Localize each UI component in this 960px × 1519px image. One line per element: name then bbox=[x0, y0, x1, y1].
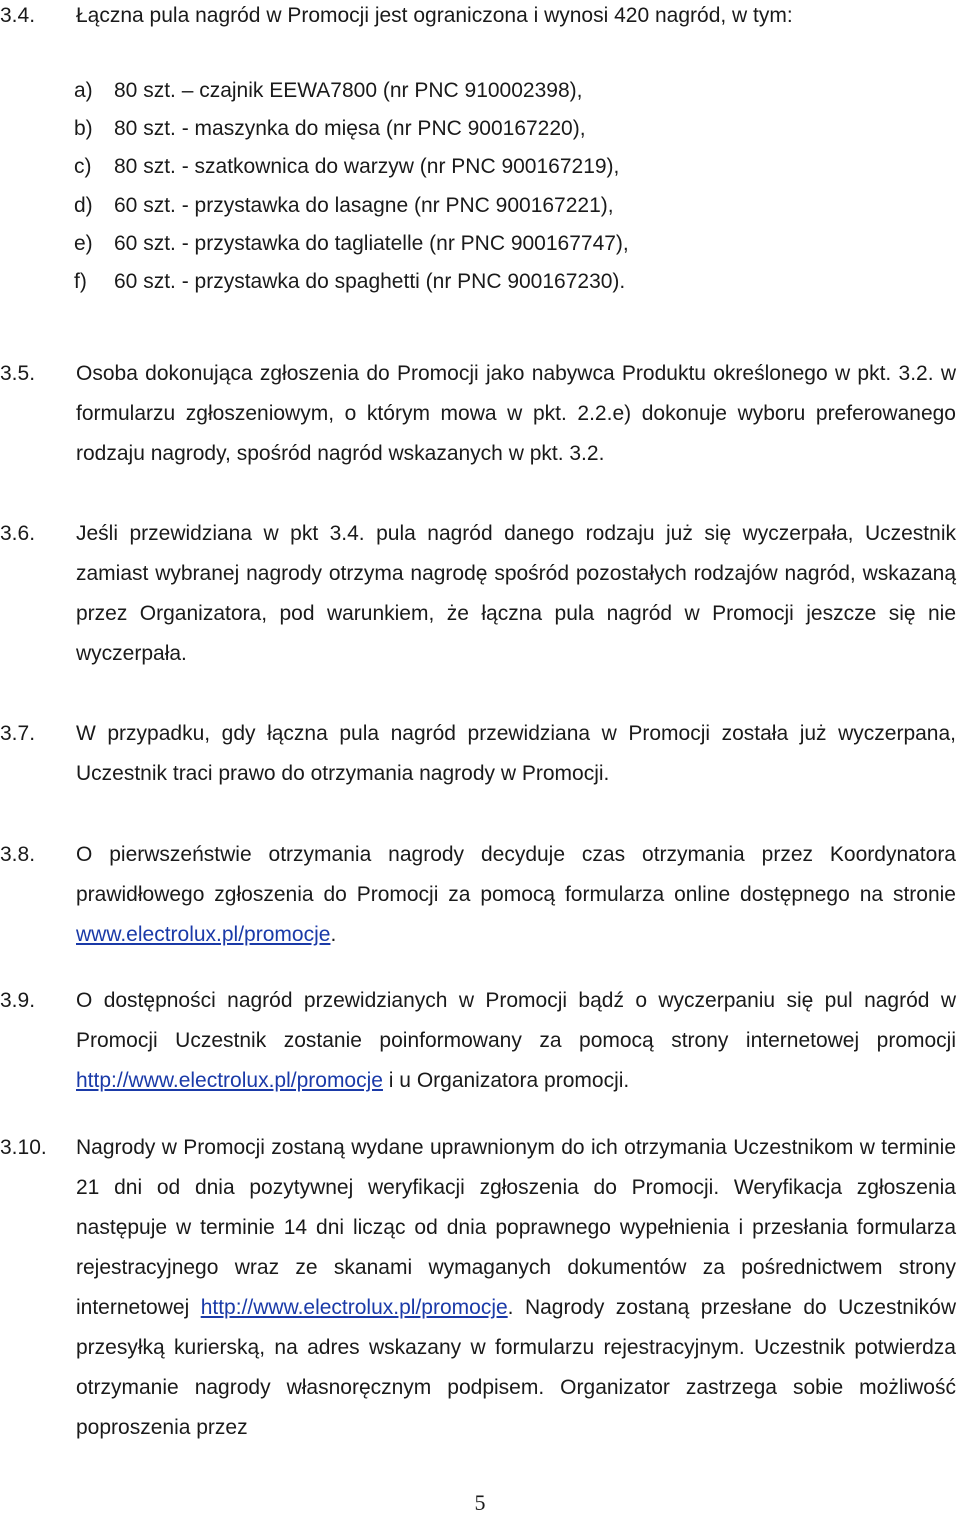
text-part: i u Organizatora promocji. bbox=[382, 1069, 630, 1092]
list-text: 60 szt. - przystawka do spaghetti (nr PNC 900167230). bbox=[114, 270, 626, 294]
list-item bbox=[74, 225, 794, 263]
page-number: 5 bbox=[474, 1490, 486, 1515]
list-letter: c) bbox=[74, 155, 92, 179]
section-text bbox=[76, 835, 956, 955]
list-text: 60 szt. - przystawka do lasagne (nr PNC 900167221), bbox=[114, 193, 614, 217]
list-letter: e) bbox=[74, 231, 93, 255]
section-number: 3.7. bbox=[0, 722, 36, 745]
list-letter: b) bbox=[74, 117, 93, 141]
section-text: Jeśli przewidziana w pkt 3.4. pula nagród danego rodzaju już się wyczerpała, Uczestnik zamiast wybranej nagrody otrzyma nagrodę spośród pozostałych rodzajów nagród, wskazaną przez Organizatora, pod warunkiem, że łączna pula nagród w Promocji jeszcze się nie wyczerpała. bbox=[76, 522, 956, 665]
section-number: 3.9. bbox=[0, 989, 36, 1012]
list-letter: d) bbox=[74, 193, 93, 217]
section-number: 3.4. bbox=[0, 4, 36, 27]
section-number: 3.5. bbox=[0, 362, 36, 385]
list-letter: f) bbox=[74, 270, 87, 294]
text-part: Nagrody w Promocji zostaną wydane uprawnionym do ich otrzymania Uczestnikom w terminie 21 dni od dnia pozytywnej weryfikacji zgłoszenia do Promocji. Weryfikacja zgłoszenia następuje w terminie 14 dni licząc od dnia poprawnego wypełnienia i przesłania formularza rejestracyjnego wraz ze skanami wymaganych dokumentów za pośrednictwem strony internetowej bbox=[76, 1136, 956, 1319]
section-text bbox=[76, 981, 956, 1101]
list-item bbox=[74, 110, 794, 148]
prize-list bbox=[74, 72, 794, 301]
section-text bbox=[76, 1128, 956, 1448]
section-text: Łączna pula nagród w Promocji jest ograniczona i wynosi 420 nagród, w tym: bbox=[76, 4, 793, 27]
text-part: O pierwszeństwie otrzymania nagrody decyduje czas otrzymania przez Koordynatora prawidłowego zgłoszenia do Promocji za pomocą formularza online dostępnego na stronie bbox=[76, 843, 956, 906]
text-part: . Nagrody zostaną przesłane do Uczestników przesyłką kurierską, na adres wskazany w formularzu rejestracyjnym. Uczestnik potwierdza otrzymanie nagrody własnoręcznym podpisem. Organizator zastrzega sobie możliwość poproszenia przez bbox=[76, 1296, 956, 1439]
electrolux-promo-link[interactable]: http://www.electrolux.pl/promocje bbox=[200, 1296, 508, 1319]
list-text: 60 szt. - przystawka do tagliatelle (nr PNC 900167747), bbox=[114, 231, 629, 255]
text-part: O dostępności nagród przewidzianych w Promocji bądź o wyczerpaniu się pul nagród w Promocji Uczestnik zostanie poinformowany za pomocą strony internetowej promocji bbox=[76, 989, 956, 1052]
list-text: 80 szt. - maszynka do mięsa (nr PNC 900167220), bbox=[114, 117, 586, 141]
list-item bbox=[74, 148, 794, 186]
text-part: . bbox=[330, 923, 337, 946]
list-text: 80 szt. – czajnik EEWA7800 (nr PNC 910002398), bbox=[114, 79, 583, 102]
electrolux-promo-link[interactable]: www.electrolux.pl/promocje bbox=[76, 923, 331, 946]
list-letter: a) bbox=[74, 79, 93, 102]
list-item bbox=[74, 263, 794, 301]
section-text: Osoba dokonująca zgłoszenia do Promocji jako nabywca Produktu określonego w pkt. 3.2. w formularzu zgłoszeniowym, o którym mowa w pkt. 2.2.e) dokonuje wyboru preferowanego rodzaju nagrody, spośród nagród wskazanych w pkt. 3.2. bbox=[76, 362, 956, 465]
list-text: 80 szt. - szatkownica do warzyw (nr PNC 900167219), bbox=[114, 155, 620, 179]
section-number: 3.10. bbox=[0, 1136, 47, 1159]
section-number: 3.8. bbox=[0, 843, 36, 866]
section-text: W przypadku, gdy łączna pula nagród przewidziana w Promocji została już wyczerpana, Uczestnik traci prawo do otrzymania nagrody w Promocji. bbox=[76, 722, 956, 785]
section-number: 3.6. bbox=[0, 522, 36, 545]
electrolux-promo-link[interactable]: http://www.electrolux.pl/promocje bbox=[76, 1069, 383, 1092]
list-item bbox=[74, 72, 794, 110]
list-item bbox=[74, 187, 794, 225]
